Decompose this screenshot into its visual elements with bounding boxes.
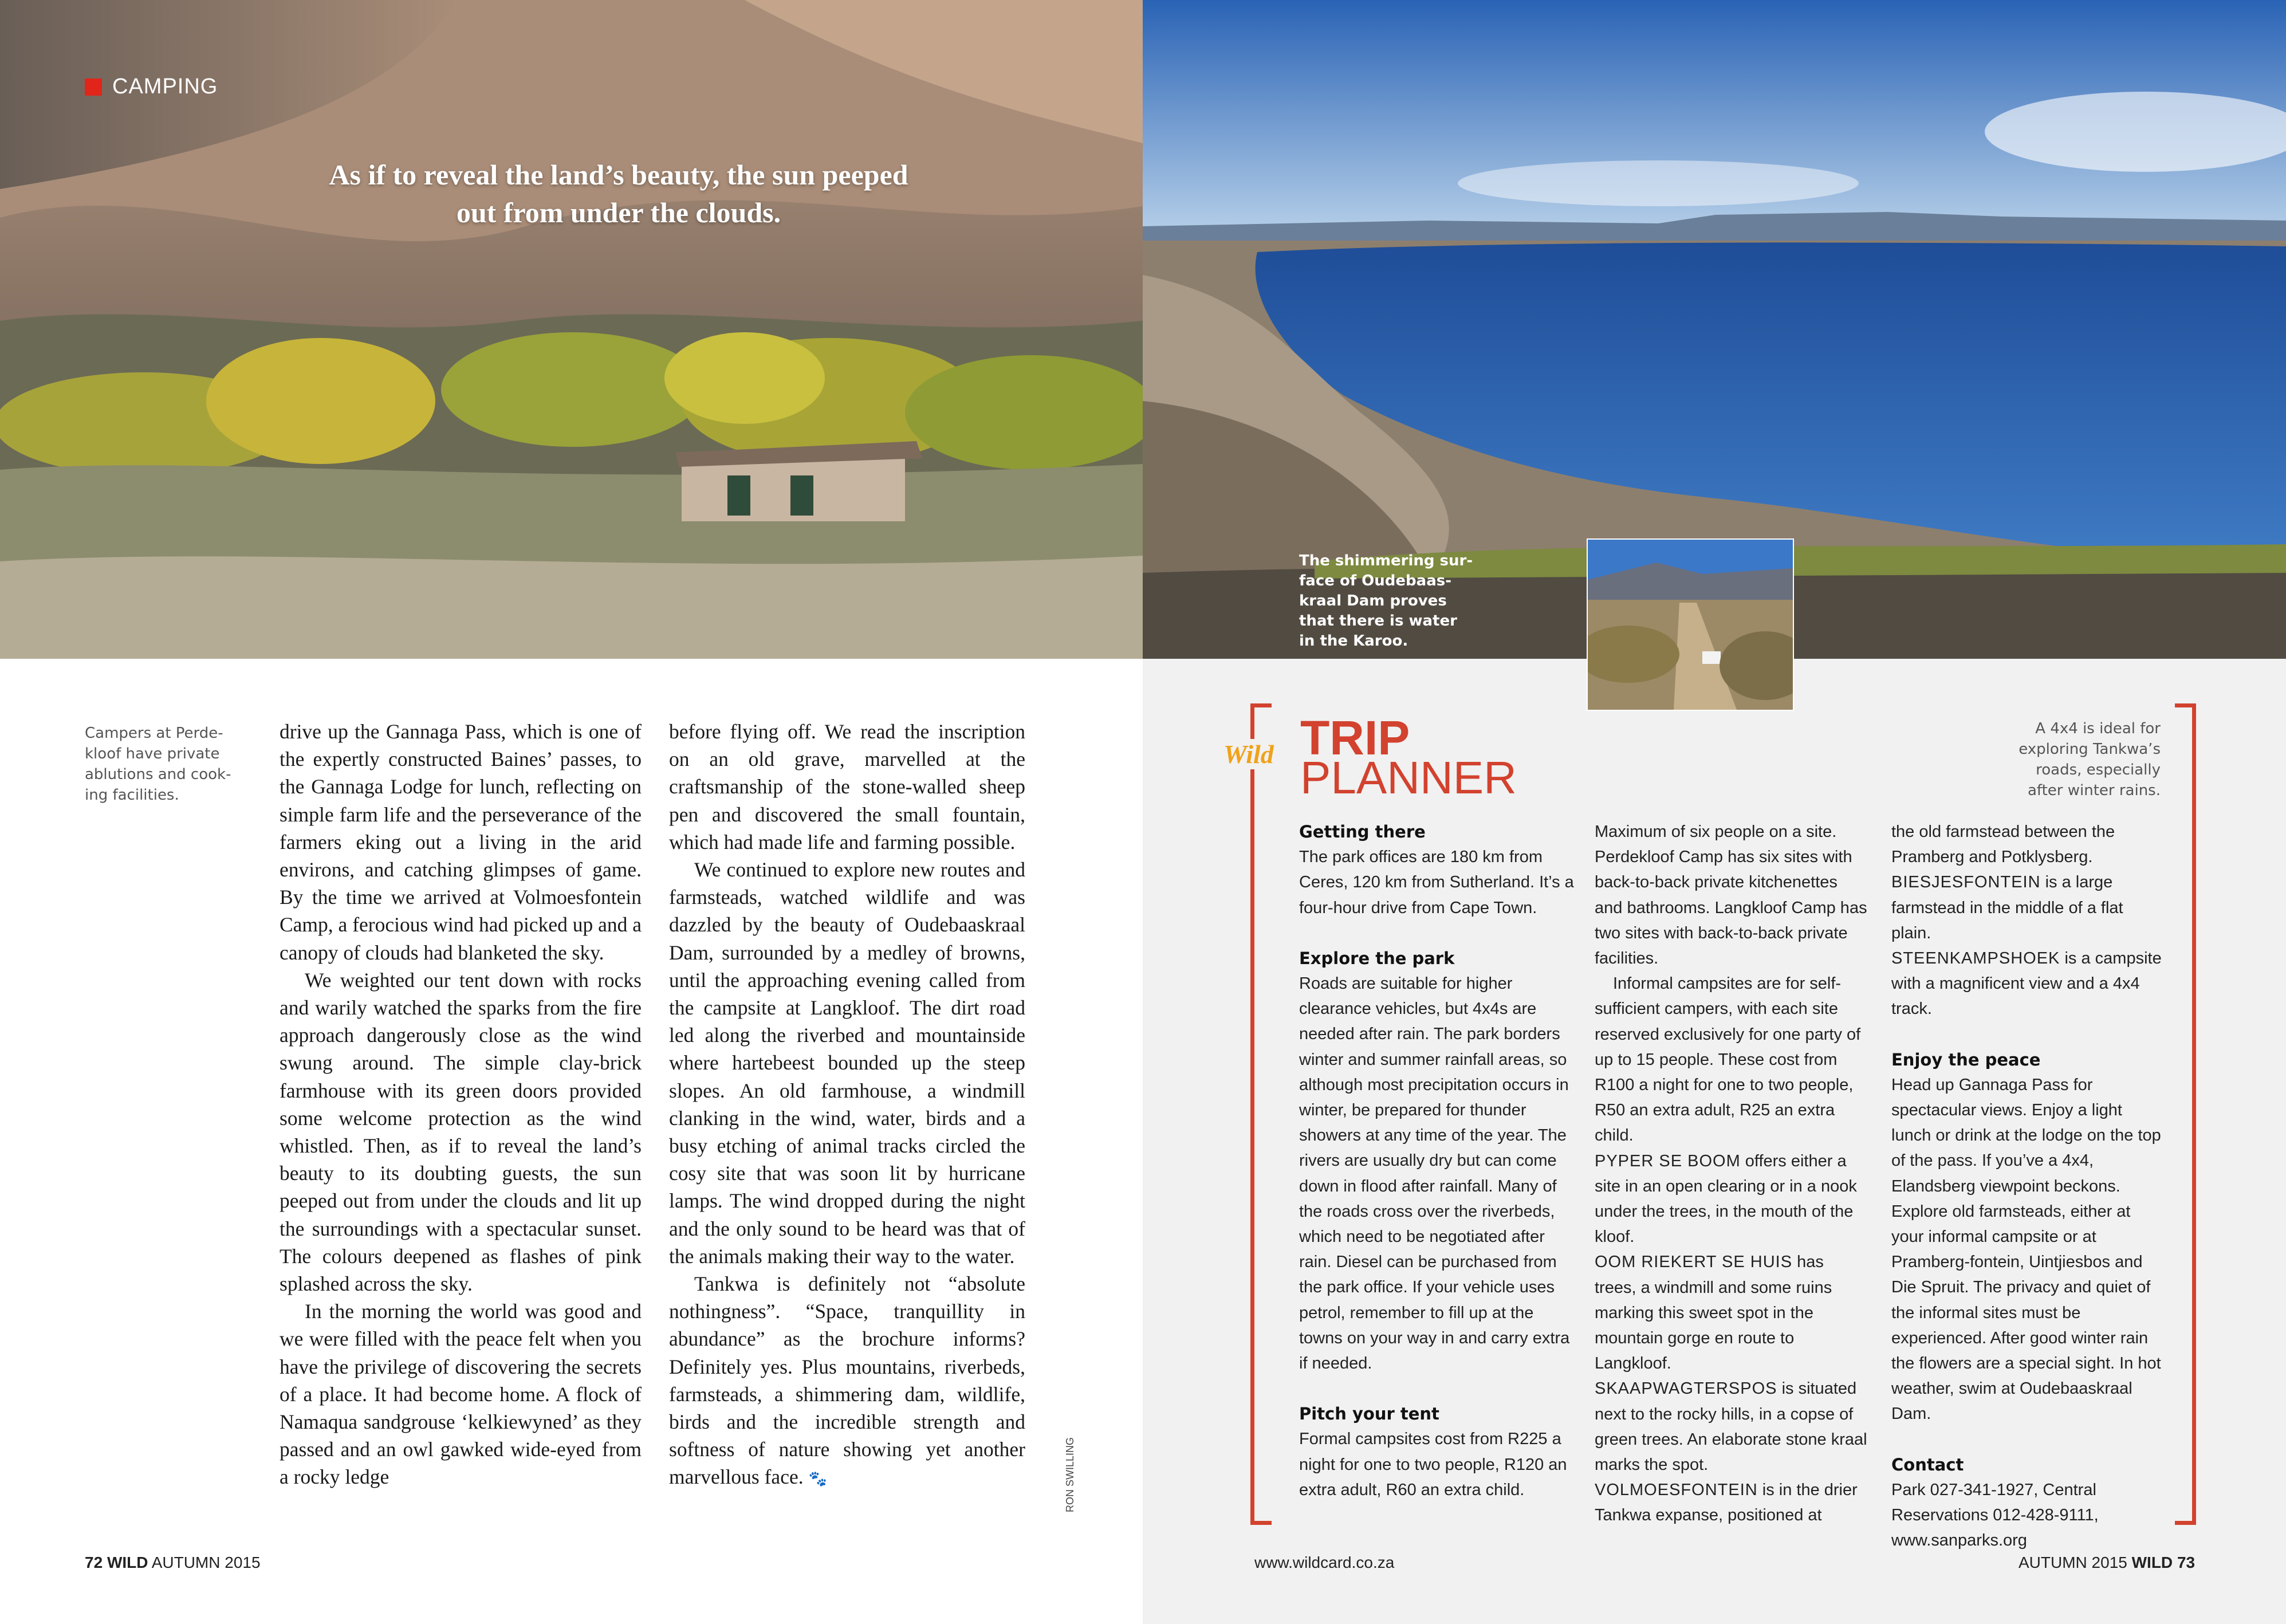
peace-text: Head up Gannaga Pass for spectacular views. Enjoy a light lunch or drink at the lodge on the top of the pass. If you’ve a 4x4, Elandsberg viewpoint beckons. Explore old farmsteads, either at your informal campsite or at Pramberg-fontein, Uintjiesbos and Die Spruit. The privacy and quiet of the informal sites must be experienced. After good winter rain the flowers are a special sight. In hot weather, swim at Oudebaaskraal Dam. xyxy=(1891,1075,2161,1424)
site-text: has trees, a windmill and some ruins marking this sweet spot in the mountain gorge en route to Langkloof. xyxy=(1595,1253,1832,1373)
paragraph: before flying off. We read the inscription on an old grave, marvelled at the craftsmanship of the stone-walled sheep pen and discovered the small fountain, which had made life and farming possible. xyxy=(669,720,1025,854)
contact-link[interactable]: www.sanparks.org xyxy=(1891,1531,2027,1550)
site-name: BIESJESFONTEIN xyxy=(1891,873,2041,892)
caption-line: exploring Tankwa’s xyxy=(2019,741,2161,758)
pull-quote: As if to reveal the land’s beauty, the sun peeped out from under the clouds. xyxy=(329,159,908,229)
caption-line: Campers at Perde- xyxy=(85,725,223,742)
caption-line: after winter rains. xyxy=(2027,782,2161,799)
issue: AUTUMN 2015 xyxy=(151,1554,261,1571)
caption-line: ablutions and cook- xyxy=(85,766,231,783)
caption-line: in the Karoo. xyxy=(1299,632,1408,650)
site-text: is a large farmstead in the middle of a flat plain. xyxy=(1891,873,2123,942)
site-name: OOM RIEKERT SE HUIS xyxy=(1595,1253,1793,1272)
site-text: is a campsite with a magnificent view and a 4x4 track. xyxy=(1891,949,2162,1019)
site-entry xyxy=(1891,946,2166,1022)
road-inset-photo xyxy=(1587,538,1794,711)
article-column-1 xyxy=(280,718,642,1491)
road-photo-caption xyxy=(2010,718,2161,801)
heading-contact: Contact xyxy=(1891,1454,1964,1474)
caption-line: kraal Dam proves xyxy=(1299,592,1447,610)
site-text: offers either a site in an open clearing or in a nook under the trees, in the mouth of the kloof. xyxy=(1595,1151,1857,1246)
pitch-text: Formal campsites cost from R225 a night for one to two people, R120 an extra adult, R60 an extra child. xyxy=(1299,1430,1567,1499)
photo-credit: RON SWILLING xyxy=(1064,1437,1076,1512)
title-trip: TRIP xyxy=(1300,711,1410,765)
page-number: 73 xyxy=(2177,1554,2195,1571)
site-entry xyxy=(1595,1249,1868,1376)
caption-line: roads, especially xyxy=(2036,761,2161,778)
section-tag xyxy=(85,74,218,99)
sites-text: Maximum of six people on a site. Perdekloof Camp has six sites with back-to-back private kitchenettes and bathrooms. Langkloof Camp has two sites with back-to-back private facilities. xyxy=(1595,823,1867,968)
farmstead-text: the old farmstead between the Pramberg and Potklysberg. xyxy=(1891,823,2115,867)
planner-column-2 xyxy=(1595,819,1868,1528)
site-entry xyxy=(1595,1477,1868,1528)
heading-explore: Explore the park xyxy=(1299,948,1455,968)
heading-pitch-tent: Pitch your tent xyxy=(1299,1404,1439,1424)
website-link[interactable]: www.wildcard.co.za xyxy=(1254,1554,1395,1571)
heading-getting-there: Getting there xyxy=(1299,822,1426,842)
site-name: STEENKAMPSHOEK xyxy=(1891,949,2060,968)
page-number: 72 xyxy=(85,1554,103,1571)
folio-left xyxy=(85,1554,261,1572)
magazine-name: WILD xyxy=(2131,1554,2173,1571)
contact-line: Reservations 012-428-9111, xyxy=(1891,1506,2099,1525)
left-bracket xyxy=(1250,703,1272,1525)
getting-there-text: The park offices are 180 km from Ceres, 120 km from Sutherland. It’s a four-hour drive from Cape Town. xyxy=(1299,848,1574,917)
caption-line: The shimmering sur- xyxy=(1299,552,1473,569)
paragraph: In the morning the world was good and we were filled with the peace felt when you have the privilege of discovering the secrets of a place. It had become home. A flock of Namaqua sandgrouse ‘kelkiewyned’ as they passed and an owl gawked wide-eyed from a rocky ledge xyxy=(280,1300,642,1489)
caption-line: A 4x4 is ideal for xyxy=(2035,720,2161,737)
site-name: VOLMOESFONTEIN xyxy=(1595,1481,1758,1500)
planner-column-1 xyxy=(1299,819,1574,1503)
site-text: is situated next to the rocky hills, in a copse of green trees. An elaborate stone kraal marks the spot. xyxy=(1595,1379,1867,1474)
caption-line: ing facilities. xyxy=(85,787,179,804)
caption-line: kloof have private xyxy=(85,745,220,762)
paragraph xyxy=(669,1270,1025,1493)
site-entry xyxy=(1595,1376,1868,1477)
paragraph-text: Tankwa is definitely not “absolute nothingness”. “Space, tranquillity in abundance” as the brochure informs? Definitely yes. Plus mountains, riverbeds, farmsteads, a shimmering dam, wildlife, birds and the incredible strength and softness of nature showing yet another marvellous face. xyxy=(669,1272,1025,1489)
paw-icon: 🐾 xyxy=(808,1470,827,1488)
explore-text: Roads are suitable for higher clearance vehicles, but 4x4s are needed after rain. The park borders winter and summer rainfall areas, so although most precipitation occurs in winter, be prepared for thunder showers at any time of the year. The rivers are usually dry but can come down in flood after rainfall. Many of the roads cross over the riverbeds, which need to be negotiated after rain. Diesel can be purchased from the park office. If your vehicle uses petrol, remember to fill up at the towns on your way in and carry extra if needed. xyxy=(1299,974,1570,1373)
paragraph: We continued to explore new routes and farmsteads, watched wildlife and was dazzled by the beauty of Oudebaaskraal Dam, surrounded by a medley of browns, until the approaching evening called from the campsite at Langkloof. The dirt road led along the riverbed and mountainside where hartebeest bounded up the steep slopes. An old farmhouse, a windmill clanking in the wind, water, birds and a busy etching of animal tracks circled the cosy site that was soon lit by hurricane lamps. The wind dropped during the night and the only sound to be heard was that of the animals making their way to the water. xyxy=(669,858,1025,1268)
paragraph: drive up the Gannaga Pass, which is one of the expertly constructed Baines’ passes, to the Gannaga Lodge for lunch, reflecting on simple farm life and the perseverance of the farmers eking out a living in the arid environs, and catching glimpses of game. By the time we arrived at Volmoesfontein Camp, a ferocious wind had picked up and a canopy of clouds had blanketed the sky. xyxy=(280,720,642,964)
contact-line: Park 027-341-1927, Central xyxy=(1891,1480,2096,1499)
wild-logo: Wild xyxy=(1220,739,1277,769)
section-tag-label: CAMPING xyxy=(112,74,218,99)
right-bracket xyxy=(2175,703,2196,1525)
heading-enjoy-peace: Enjoy the peace xyxy=(1891,1049,2041,1069)
paragraph: We weighted our tent down with rocks and warily watched the sparks from the fire approach dangerously close as the wind swung around. The simple clay-brick farmhouse with its green doors provided some welcome protection as the wind whistled. Then, as if to reveal the land’s beauty to its doubting guests, the sun peeped out from under the clouds and lit up the surroundings with a spectacular sunset. The colours deepened as flashes of pink splashed across the sky. xyxy=(280,968,642,1296)
article-column-2 xyxy=(669,718,1025,1493)
title-planner: PLANNER xyxy=(1300,752,1517,803)
camp-photo-caption xyxy=(85,723,257,805)
site-text: is in the drier Tankwa expanse, positioned at xyxy=(1595,1481,1858,1525)
site-name: PYPER SE BOOM xyxy=(1595,1151,1741,1170)
issue: AUTUMN 2015 xyxy=(2019,1554,2127,1571)
caption-line: that there is water xyxy=(1299,612,1457,630)
site-name: SKAAPWAGTERSPOS xyxy=(1595,1379,1777,1398)
site-entry xyxy=(1891,870,2166,946)
section-tag-marker xyxy=(85,78,102,96)
site-entry xyxy=(1595,1149,1868,1250)
folio-right xyxy=(2019,1554,2195,1572)
dam-photo-caption xyxy=(1299,551,1473,651)
magazine-name: WILD xyxy=(107,1554,148,1571)
caption-line: face of Oudebaas- xyxy=(1299,572,1452,589)
informal-text: Informal campsites are for self-sufficient campers, with each site reserved exclusively for one party of up to 15 people. These cost from R100 a night for one to two people, R50 an extra adult, R25 an extra child. xyxy=(1595,974,1861,1145)
planner-column-3 xyxy=(1891,819,2166,1553)
